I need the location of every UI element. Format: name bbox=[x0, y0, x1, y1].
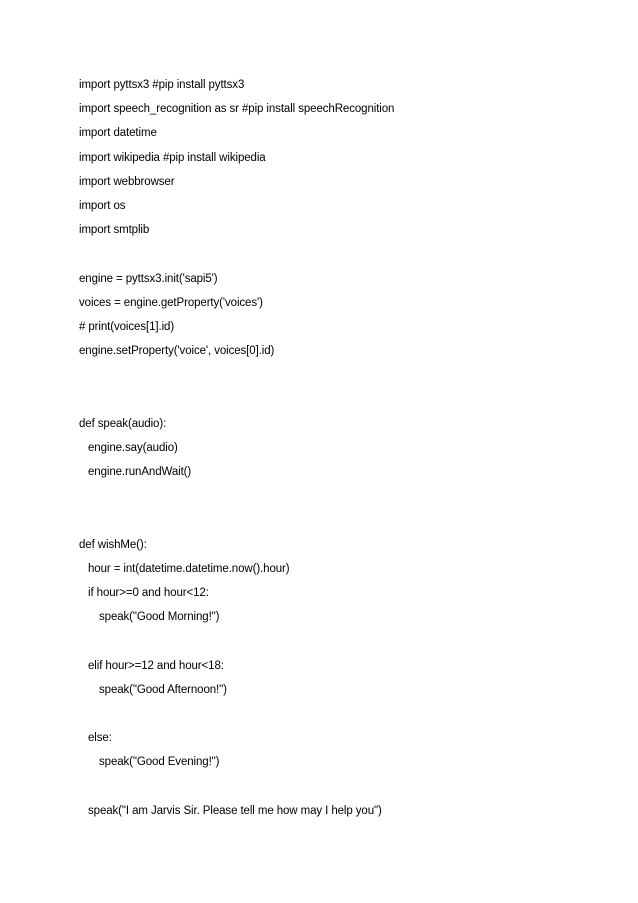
blank-line bbox=[79, 508, 619, 532]
blank-line bbox=[79, 484, 619, 508]
code-line: def wishMe(): bbox=[79, 538, 147, 551]
code-line: import pyttsx3 #pip install pyttsx3 bbox=[79, 79, 245, 91]
code-line: voices = engine.getProperty('voices') bbox=[79, 296, 263, 309]
blank-line bbox=[79, 242, 619, 266]
code-line: import os bbox=[79, 199, 126, 212]
code-line: import smtplib bbox=[79, 224, 150, 237]
code-line: if hour>=0 and hour<12: bbox=[88, 586, 209, 599]
blank-line bbox=[79, 774, 619, 798]
code-line: engine.runAndWait() bbox=[88, 466, 192, 478]
code-line: import wikipedia #pip install wikipedia bbox=[79, 151, 266, 164]
code-line: else: bbox=[88, 732, 112, 745]
code-line: engine = pyttsx3.init('sapi5') bbox=[79, 272, 218, 285]
code-line: speak("Good Evening!") bbox=[99, 756, 220, 769]
code-line: speak("Good Afternoon!") bbox=[99, 683, 227, 696]
code-line: import webbrowser bbox=[79, 175, 175, 188]
code-line: def speak(audio): bbox=[79, 417, 167, 430]
blank-line bbox=[79, 629, 619, 653]
code-line: import speech_recognition as sr #pip install speechRecognition bbox=[79, 103, 395, 116]
code-line: # print(voices[1].id) bbox=[79, 320, 175, 333]
code-listing bbox=[79, 73, 619, 823]
code-line: elif hour>=12 and hour<18: bbox=[88, 659, 224, 672]
code-line: speak("I am Jarvis Sir. Please tell me how may I help you") bbox=[88, 804, 382, 817]
blank-line bbox=[79, 387, 619, 411]
code-line: hour = int(datetime.datetime.now().hour) bbox=[88, 562, 290, 575]
code-line: speak("Good Morning!") bbox=[99, 611, 220, 624]
blank-line bbox=[79, 702, 619, 726]
blank-line bbox=[79, 363, 619, 387]
code-line: engine.say(audio) bbox=[88, 441, 178, 454]
code-line: import datetime bbox=[79, 127, 157, 140]
code-line: engine.setProperty('voice', voices[0].id) bbox=[79, 345, 275, 358]
